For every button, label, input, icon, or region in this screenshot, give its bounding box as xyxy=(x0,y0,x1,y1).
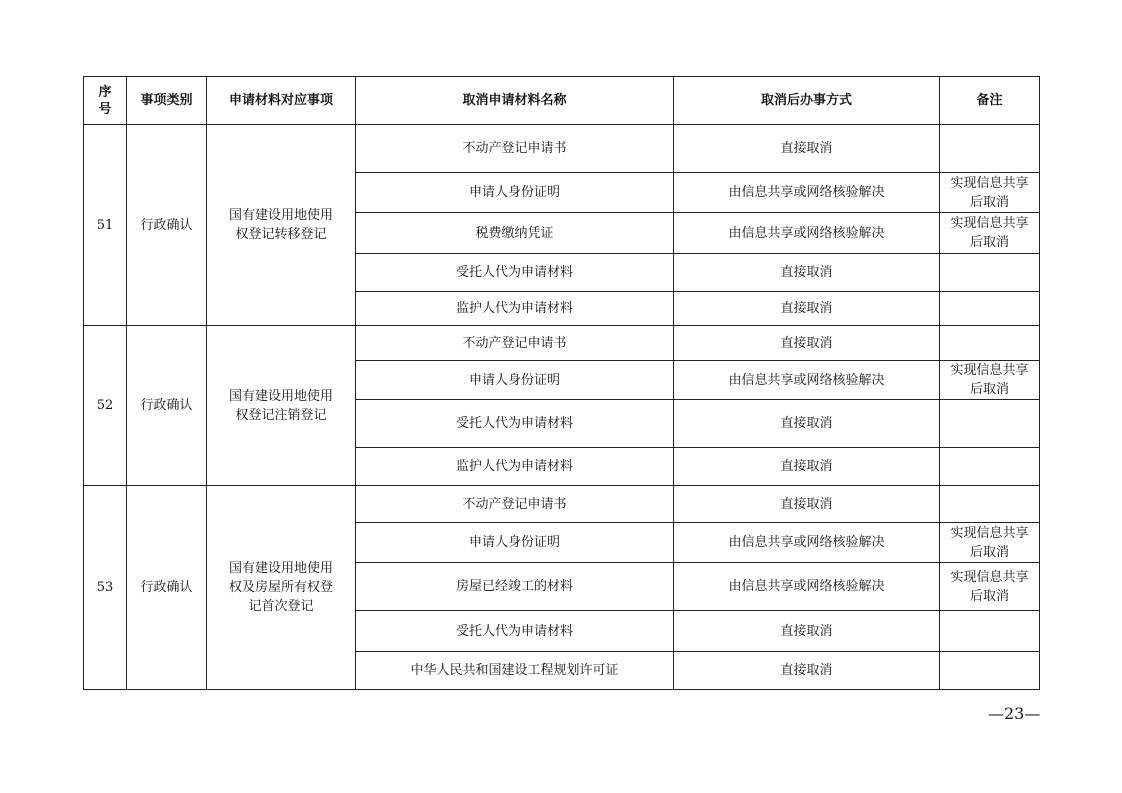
seq-cell: 52 xyxy=(84,326,127,486)
material-cell: 申请人身份证明 xyxy=(356,523,674,563)
method-cell: 直接取消 xyxy=(674,254,940,292)
method-cell: 直接取消 xyxy=(674,611,940,652)
page-number: —23— xyxy=(988,704,1041,723)
remark-cell xyxy=(940,254,1040,292)
method-cell: 由信息共享或网络核验解决 xyxy=(674,563,940,611)
remark-cell xyxy=(940,448,1040,486)
method-cell: 直接取消 xyxy=(674,125,940,173)
header-category: 事项类别 xyxy=(127,77,207,125)
table-row xyxy=(84,486,1040,523)
material-cell: 不动产登记申请书 xyxy=(356,486,674,523)
material-cell: 不动产登记申请书 xyxy=(356,326,674,361)
method-cell: 由信息共享或网络核验解决 xyxy=(674,173,940,213)
method-cell: 直接取消 xyxy=(674,652,940,690)
seq-cell: 53 xyxy=(84,486,127,690)
seq-cell: 51 xyxy=(84,125,127,326)
material-cell: 中华人民共和国建设工程规划许可证 xyxy=(356,652,674,690)
material-cell: 申请人身份证明 xyxy=(356,173,674,213)
header-matter: 申请材料对应事项 xyxy=(207,77,356,125)
method-cell: 由信息共享或网络核验解决 xyxy=(674,361,940,400)
remark-cell: 实现信息共享后取消 xyxy=(940,523,1040,563)
remark-cell: 实现信息共享后取消 xyxy=(940,213,1040,254)
remark-cell xyxy=(940,125,1040,173)
header-remark: 备注 xyxy=(940,77,1040,125)
matter-cell: 国有建设用地使用权登记转移登记 xyxy=(207,125,356,326)
header-seq: 序号 xyxy=(84,77,127,125)
materials-table xyxy=(83,76,1040,690)
material-cell: 监护人代为申请材料 xyxy=(356,292,674,326)
remark-cell: 实现信息共享后取消 xyxy=(940,563,1040,611)
method-cell: 由信息共享或网络核验解决 xyxy=(674,213,940,254)
table-row xyxy=(84,125,1040,173)
category-cell: 行政确认 xyxy=(127,486,207,690)
material-cell: 受托人代为申请材料 xyxy=(356,611,674,652)
material-cell: 申请人身份证明 xyxy=(356,361,674,400)
method-cell: 直接取消 xyxy=(674,292,940,326)
header-material: 取消申请材料名称 xyxy=(356,77,674,125)
remark-cell xyxy=(940,652,1040,690)
header-method: 取消后办事方式 xyxy=(674,77,940,125)
method-cell: 直接取消 xyxy=(674,486,940,523)
category-cell: 行政确认 xyxy=(127,125,207,326)
material-cell: 房屋已经竣工的材料 xyxy=(356,563,674,611)
remark-cell xyxy=(940,292,1040,326)
remark-cell: 实现信息共享后取消 xyxy=(940,361,1040,400)
material-cell: 受托人代为申请材料 xyxy=(356,254,674,292)
method-cell: 直接取消 xyxy=(674,400,940,448)
material-cell: 不动产登记申请书 xyxy=(356,125,674,173)
method-cell: 直接取消 xyxy=(674,448,940,486)
material-cell: 受托人代为申请材料 xyxy=(356,400,674,448)
table-row xyxy=(84,326,1040,361)
header-row xyxy=(84,77,1040,125)
material-cell: 监护人代为申请材料 xyxy=(356,448,674,486)
remark-cell xyxy=(940,611,1040,652)
method-cell: 由信息共享或网络核验解决 xyxy=(674,523,940,563)
matter-cell: 国有建设用地使用权登记注销登记 xyxy=(207,326,356,486)
remark-cell xyxy=(940,326,1040,361)
material-cell: 税费缴纳凭证 xyxy=(356,213,674,254)
remark-cell: 实现信息共享后取消 xyxy=(940,173,1040,213)
remark-cell xyxy=(940,400,1040,448)
method-cell: 直接取消 xyxy=(674,326,940,361)
matter-cell: 国有建设用地使用权及房屋所有权登记首次登记 xyxy=(207,486,356,690)
remark-cell xyxy=(940,486,1040,523)
category-cell: 行政确认 xyxy=(127,326,207,486)
